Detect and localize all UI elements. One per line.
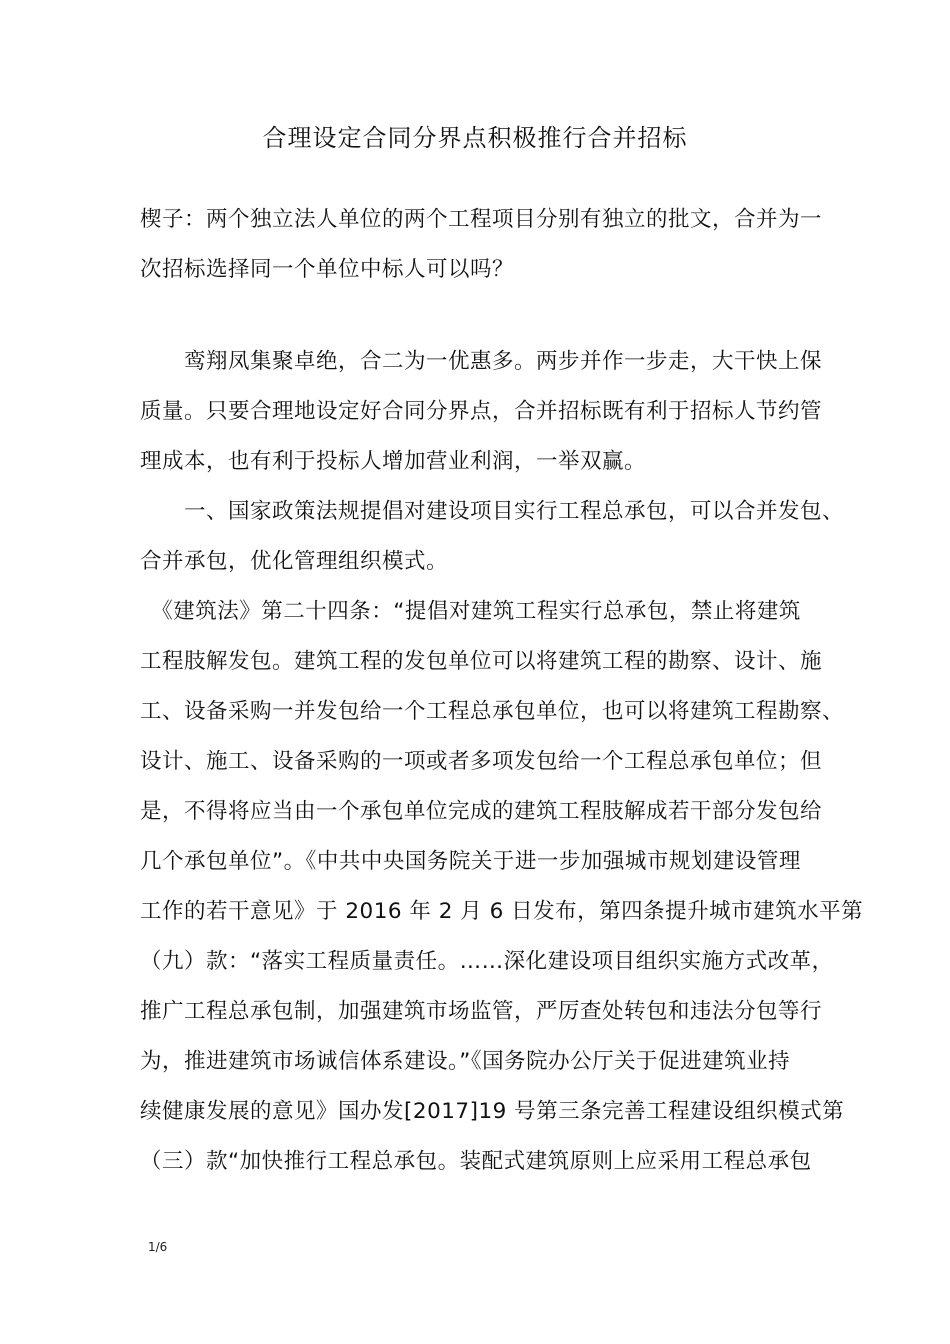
text-line: 工作的若干意见》于 2016 年 2 月 6 日发布，第四条提升城市建筑水平第 bbox=[140, 899, 864, 924]
text-line: 合并承包，优化管理组织模式。 bbox=[140, 549, 449, 574]
text-line: 次招标选择同一个单位中标人可以吗？ bbox=[140, 257, 515, 282]
text-line: 理成本，也有利于投标人增加营业利润，一举双赢。 bbox=[140, 449, 647, 474]
text-line: 工程肢解发包。建筑工程的发包单位可以将建筑工程的勘察、设计、施 bbox=[140, 649, 823, 674]
page-number: 1/6 bbox=[148, 1240, 168, 1254]
text-line: 鸾翔凤集聚卓绝，合二为一优惠多。两步并作一步走，大干快上保 bbox=[140, 349, 823, 374]
text-line: 楔子：两个独立法人单位的两个工程项目分别有独立的批文，合并为一 bbox=[140, 207, 823, 232]
text-line: 设计、施工、设备采购的一项或者多项发包给一个工程总承包单位；但 bbox=[140, 749, 823, 774]
text-line: 几个承包单位”。《中共中央国务院关于进一步加强城市规划建设管理 bbox=[140, 849, 801, 874]
text-line: 推广工程总承包制，加强建筑市场监管，严厉查处转包和违法分包等行 bbox=[140, 999, 823, 1024]
text-line: 是，不得将应当由一个承包单位完成的建筑工程肢解成若干部分发包给 bbox=[140, 799, 823, 824]
text-line: （九）款：“落实工程质量责任。……深化建设项目组织实施方式改革， bbox=[140, 949, 834, 974]
text-line: （三）款“加快推行工程总承包。装配式建筑原则上应采用工程总承包 bbox=[140, 1149, 812, 1174]
text-line: 《建筑法》第二十四条：“提倡对建筑工程实行总承包，禁止将建筑 bbox=[140, 599, 801, 624]
text-line: 工、设备采购一并发包给一个工程总承包单位，也可以将建筑工程勘察、 bbox=[140, 699, 845, 724]
document-title: 合理设定合同分界点积极推行合并招标 bbox=[262, 124, 688, 152]
intro-paragraph bbox=[140, 195, 830, 295]
text-line: 一、国家政策法规提倡对建设项目实行工程总承包，可以合并发包、 bbox=[140, 499, 845, 524]
text-line: 续健康发展的意见》国办发[2017]19 号第三条完善工程建设组织模式第 bbox=[140, 1099, 845, 1124]
text-line: 质量。只要合理地设定好合同分界点，合并招标既有利于招标人节约管 bbox=[140, 399, 823, 424]
text-line: 为，推进建筑市场诚信体系建设。”《国务院办公厅关于促进建筑业持 bbox=[140, 1049, 791, 1074]
body-text bbox=[140, 337, 864, 1187]
